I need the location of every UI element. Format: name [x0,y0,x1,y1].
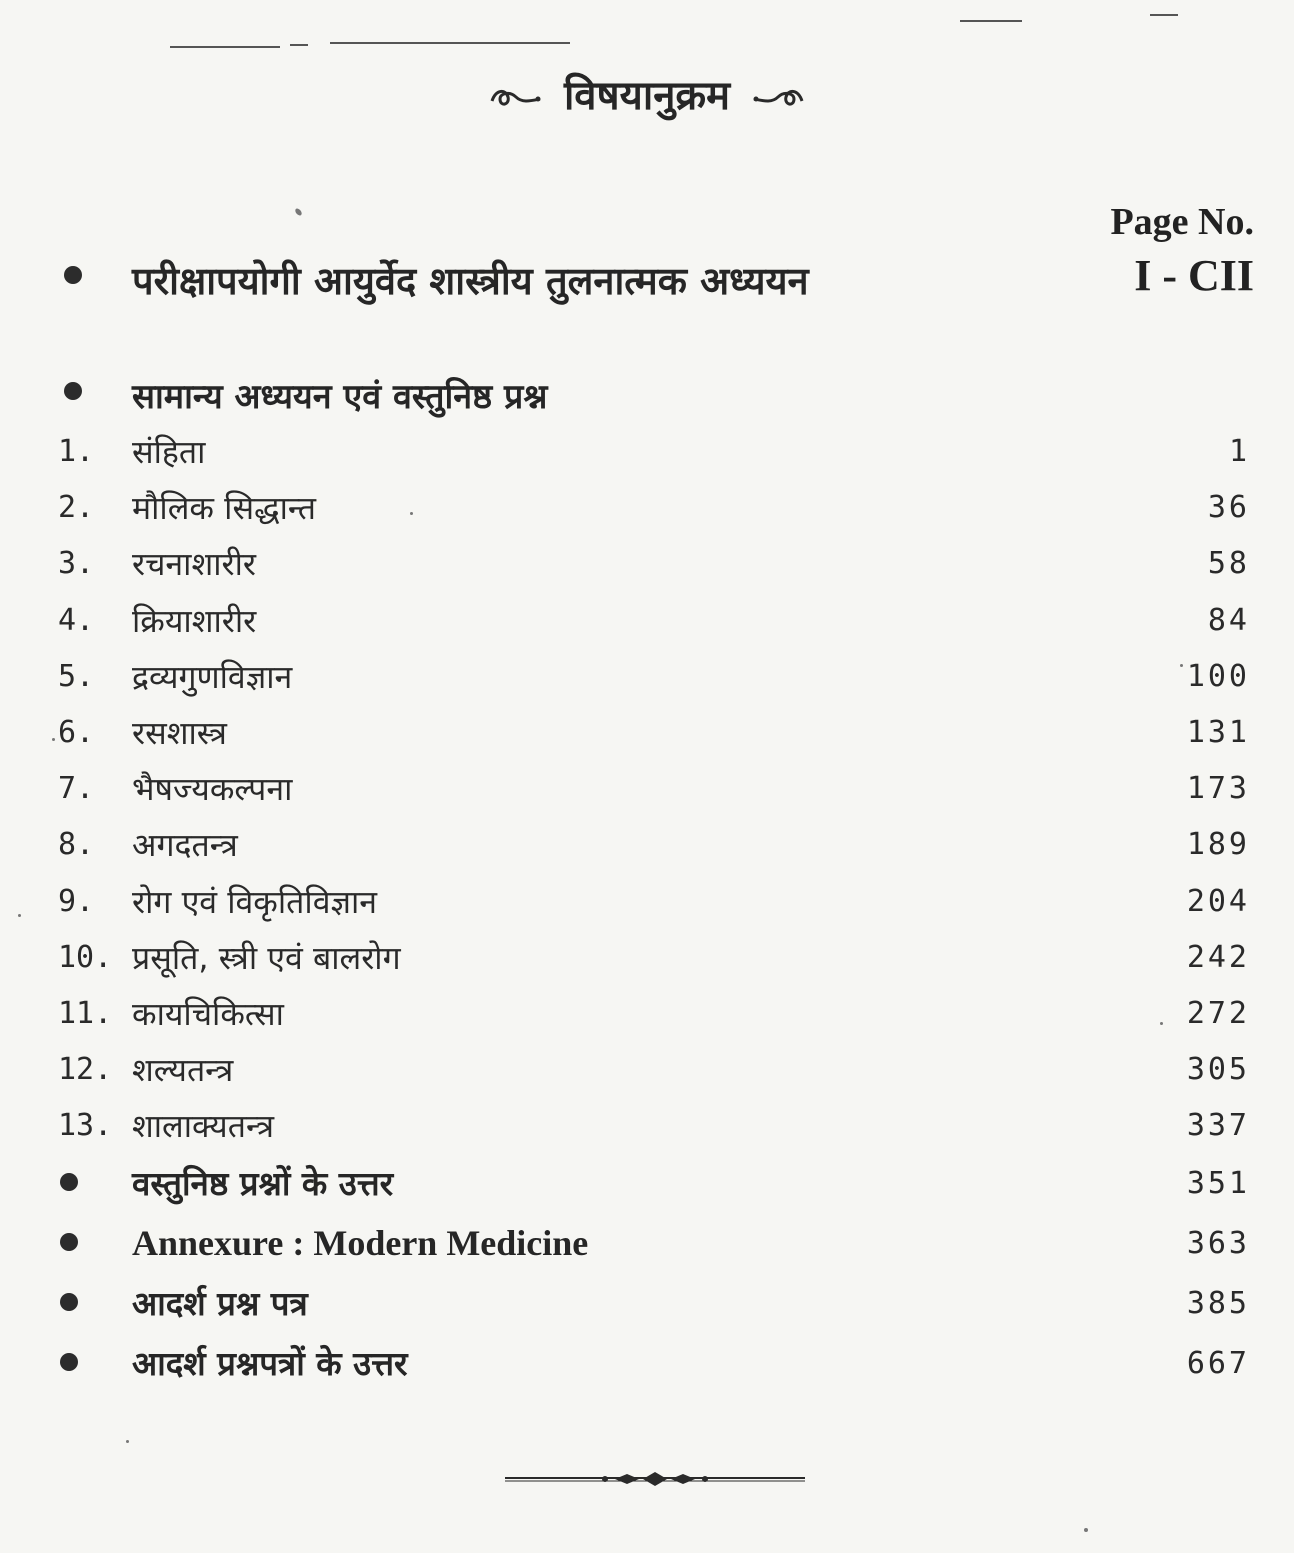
scan-speck [52,738,55,741]
appendix-page: 667 [1186,1346,1250,1381]
bullet-icon [64,382,82,400]
appendix-page: 363 [1186,1226,1250,1261]
chapter-title: भैषज्यकल्पना [132,770,293,809]
chapter-number: 10. [58,939,113,975]
toc-row [0,992,1294,1048]
chapter-number: 8. [58,827,95,863]
chapter-number: 7. [58,771,95,807]
toc-row [0,430,1294,486]
bullet-icon [60,1293,78,1311]
chapter-title: मौलिक सिद्धान्त [132,489,317,528]
chapter-page: 173 [1186,771,1250,807]
chapter-number: 9. [58,883,95,919]
bullet-icon [60,1173,78,1191]
chapter-title: क्रियाशारीर [132,601,257,640]
chapter-page: 1 [1228,434,1250,469]
chapter-page: 337 [1186,1108,1250,1144]
appendix-title: वस्तुनिष्ठ प्रश्नों के उत्तर [132,1164,394,1203]
chapter-title: अगदतन्त्र [132,826,238,865]
chapter-number: 3. [58,546,95,582]
appendix-row [0,1158,1294,1218]
toc-row [0,711,1294,767]
chapter-number: 5. [58,658,95,694]
chapter-number: 13. [58,1108,113,1144]
bullet-icon [60,1233,78,1251]
toc-row [0,1104,1294,1160]
page-no-label: Page No. [1110,201,1254,243]
scan-speck [126,1440,129,1443]
toc-row [0,1048,1294,1104]
page-title [0,66,1294,121]
appendix-title: आदर्श प्रश्न पत्र [132,1284,308,1323]
scan-speck [294,207,303,216]
ornamental-divider-icon [505,1466,805,1490]
chapter-page: 242 [1186,939,1250,975]
right-flourish-icon [750,83,806,113]
top-rule [290,44,308,46]
scan-speck [18,914,21,917]
chapter-page: 204 [1186,883,1250,919]
appendix-row [0,1278,1294,1338]
chapter-page: 305 [1186,1052,1250,1088]
toc-row [0,655,1294,711]
page-no-range: I - CII [1134,251,1254,300]
chapter-number: 11. [58,995,113,1031]
chapter-page: 58 [1207,546,1250,582]
toc-row [0,486,1294,542]
chapter-title: रचनाशारीर [132,545,256,584]
chapter-title: शल्यतन्त्र [132,1051,234,1090]
appendix-title: आदर्श प्रश्नपत्रों के उत्तर [132,1344,408,1383]
chapter-title: रोग एवं विकृतिविज्ञान [132,882,378,921]
section-heading-title: सामान्य अध्ययन एवं वस्तुनिष्ठ प्रश्न [132,377,548,417]
toc-row [0,936,1294,992]
toc-row [0,880,1294,936]
scan-speck [1160,1022,1163,1025]
top-rule [1150,14,1178,16]
chapter-title: रसशास्त्र [132,713,227,752]
chapter-title: द्रव्यगुणविज्ञान [132,657,293,696]
appendix-row [0,1218,1294,1278]
scan-speck [1180,664,1183,667]
chapter-number: 4. [58,602,95,638]
toc-row [0,599,1294,655]
appendix-page: 351 [1186,1166,1250,1201]
chapter-page: 189 [1186,827,1250,863]
top-rule [330,42,570,44]
chapter-number: 6. [58,714,95,750]
appendix-list [0,1158,1294,1398]
appendix-title: Annexure : Modern Medicine [132,1223,589,1263]
scan-speck [410,512,413,515]
chapter-number: 2. [58,490,95,526]
appendix-row [0,1338,1294,1398]
chapter-title: प्रसूति, स्त्री एवं बालरोग [132,938,401,977]
page-title-text: विषयानुक्रम [563,73,731,119]
section-heading [60,372,960,416]
top-rule [960,20,1022,22]
chapter-page: 131 [1186,714,1250,750]
chapter-title: शालाक्यतन्त्र [132,1107,275,1146]
bullet-icon [60,1353,78,1371]
chapter-number: 12. [58,1052,113,1088]
appendix-page: 385 [1186,1286,1250,1321]
toc-row [0,542,1294,598]
main-entry-title: परीक्षापयोगी आयुर्वेद शास्त्रीय तुलनात्मक अध्ययन [132,259,809,303]
chapter-page: 272 [1186,995,1250,1031]
chapter-title: संहिता [132,433,206,471]
chapter-number: 1. [58,434,95,469]
chapter-page: 36 [1207,490,1250,526]
chapter-page: 84 [1207,602,1250,638]
bullet-icon [64,266,82,284]
chapter-page: 100 [1186,658,1250,694]
toc-row [0,823,1294,879]
main-entry [60,254,1060,304]
scan-speck [1084,1528,1088,1532]
left-flourish-icon [488,83,544,113]
chapter-title: कायचिकित्सा [132,994,284,1033]
toc-row [0,767,1294,823]
chapter-list [0,430,1294,1160]
top-rule [170,46,280,48]
